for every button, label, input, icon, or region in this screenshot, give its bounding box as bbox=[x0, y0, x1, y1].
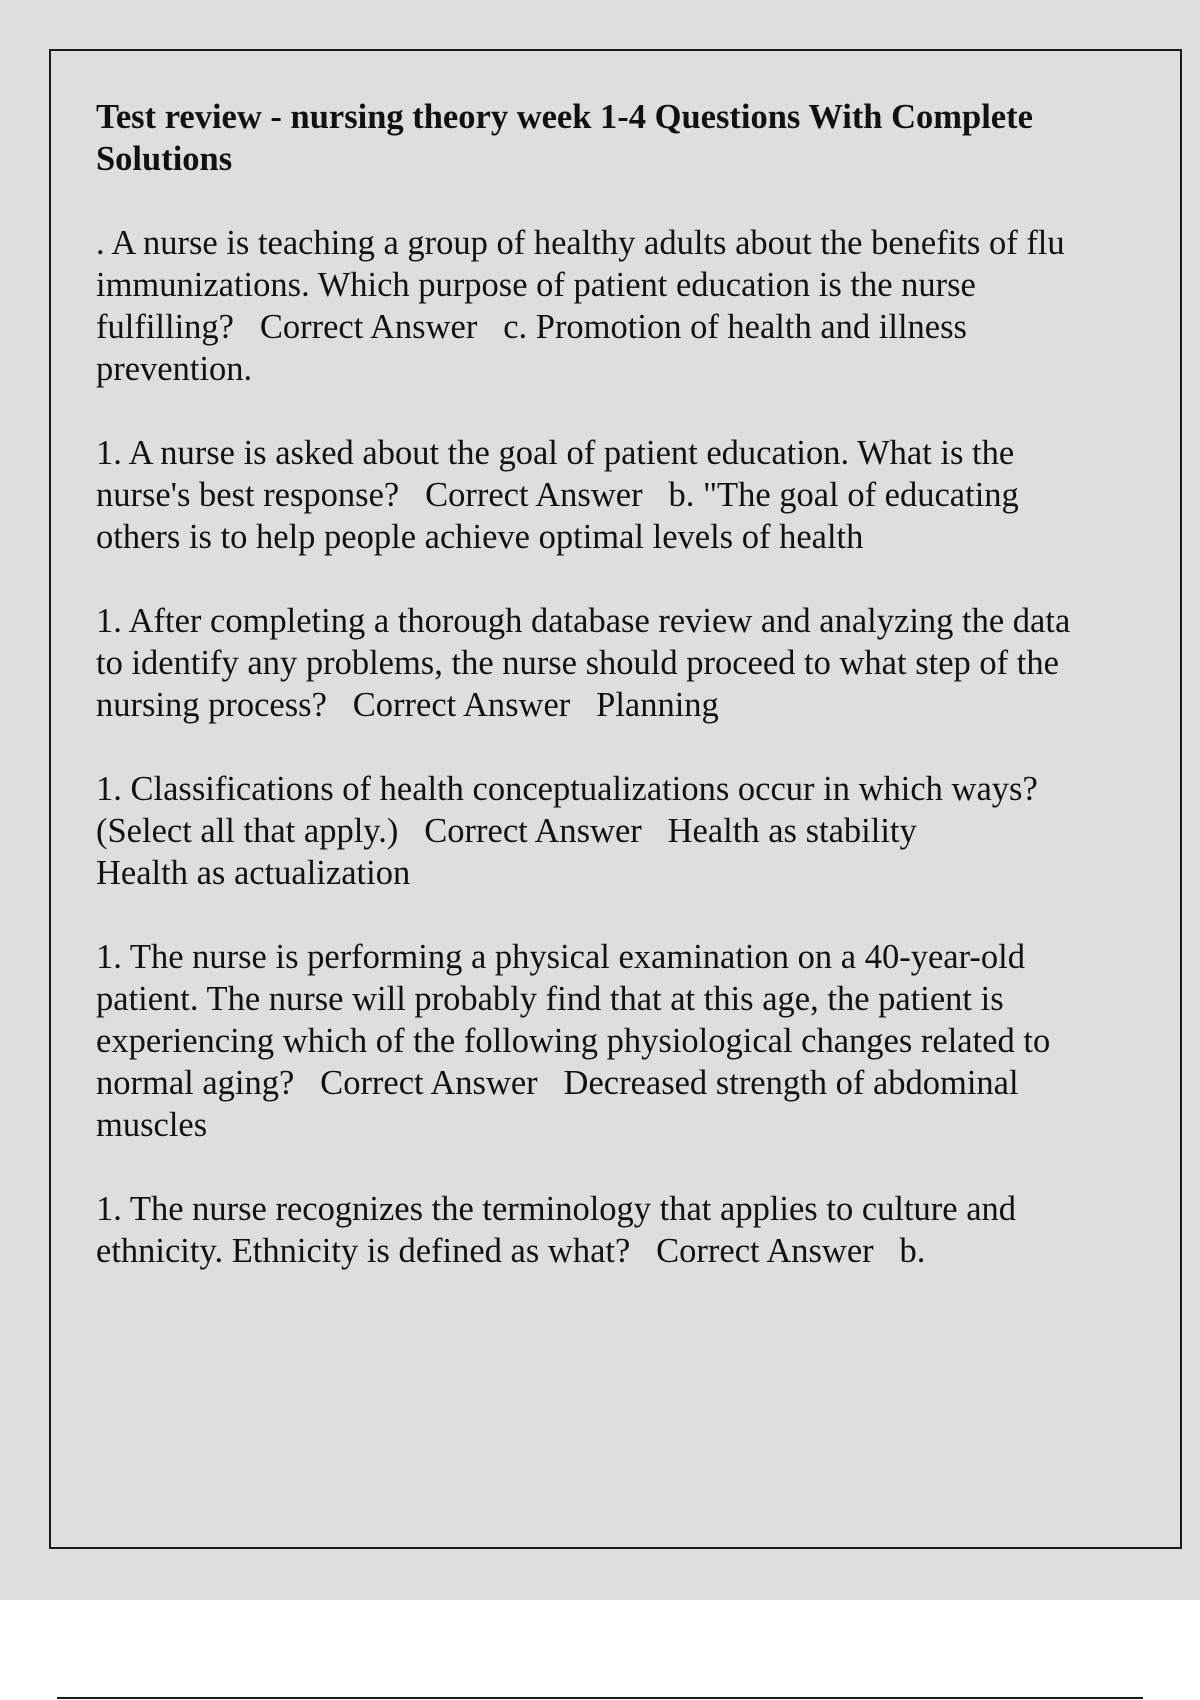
question-answer-item: 1. A nurse is asked about the goal of patient education. What is the nurse's best response? Correct Answer b. "The goal of educating others is to help people achieve optimal levels of health bbox=[96, 434, 1028, 556]
question-answer-item: . A nurse is teaching a group of healthy adults about the benefits of flu immunizations. Which purpose of patient education is the nurse fulfilling? Correct Answer c. Promotion of health and illness prevention. bbox=[96, 224, 1074, 388]
question-answer-item: 1. The nurse recognizes the terminology that applies to culture and ethnicity. Ethnicity is defined as what? Correct Answer b. bbox=[96, 1190, 1025, 1270]
document-body bbox=[96, 96, 1096, 1314]
question-answer-item: 1. After completing a thorough database review and analyzing the data to identify any problems, the nurse should proceed to what step of the nursing process? Correct Answer Planning bbox=[96, 602, 1079, 724]
question-answer-item: 1. Classifications of health conceptualizations occur in which ways? (Select all that apply.) Correct Answer Health as stability Health as actualization bbox=[96, 770, 1038, 892]
document-title: Test review - nursing theory week 1-4 Questions With Complete Solutions bbox=[96, 98, 1033, 178]
footer-divider bbox=[57, 1697, 1143, 1699]
question-answer-item: 1. The nurse is performing a physical examination on a 40-year-old patient. The nurse will probably find that at this age, the patient is experiencing which of the following physiological changes related to normal aging? Correct Answer Decreased strength of abdominal muscles bbox=[96, 938, 1059, 1144]
